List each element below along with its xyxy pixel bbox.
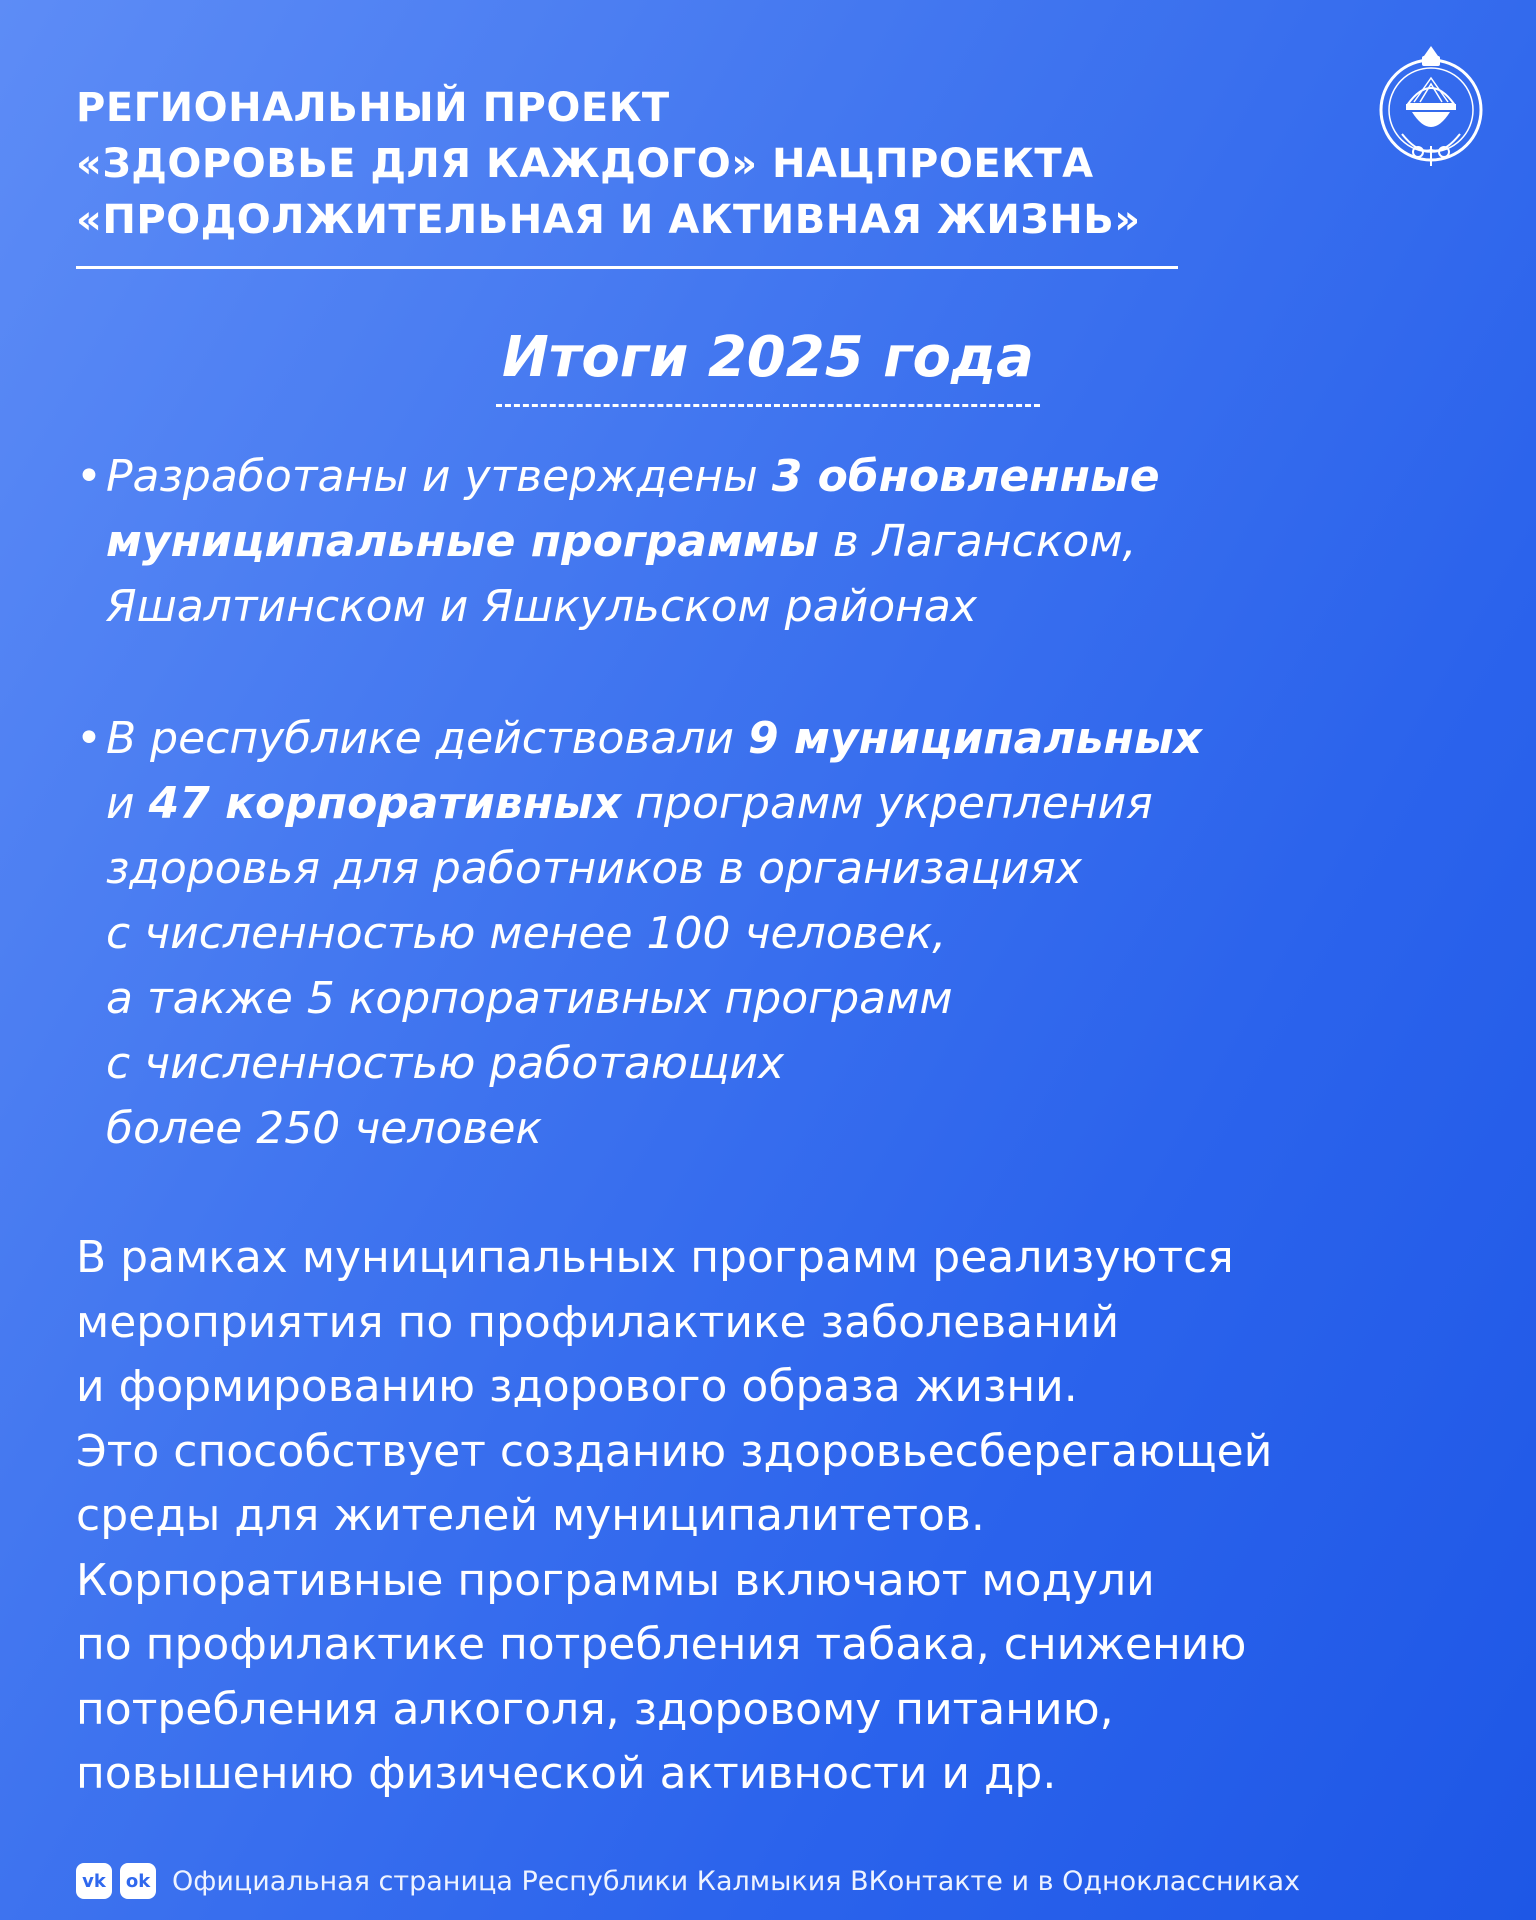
description-paragraph <box>76 1226 1496 1807</box>
footer-text: Официальная страница Республики Калмыкия ВКонтакте и в Одноклассниках <box>172 1865 1301 1897</box>
bullet-1-line-3: Яшалтинском и Яшкульском районах <box>106 581 977 632</box>
vk-icon[interactable]: vk <box>76 1863 112 1899</box>
bullet-1-line-2 <box>76 509 1476 574</box>
bullet-2-highlight-2: 47 корпоративных <box>148 778 622 829</box>
bullet-1-highlight: 3 обновленные <box>771 451 1160 502</box>
paragraph-line: потребления алкоголя, здоровому питанию, <box>76 1683 1114 1735</box>
bullet-2-line-5: а также 5 корпоративных программ <box>106 973 953 1024</box>
title-wrap <box>0 322 1536 407</box>
bullet-2-text-3: программ укрепления <box>621 778 1153 829</box>
bullet-item-2 <box>76 706 1476 1161</box>
bullet-2-line-3: здоровья для работников в организациях <box>106 843 1082 894</box>
bullet-marker: • <box>76 713 102 764</box>
header <box>76 80 1176 248</box>
paragraph-line: среды для жителей муниципалитетов. <box>76 1490 985 1541</box>
paragraph-line: и формированию здорового образа жизни. <box>76 1361 1078 1412</box>
paragraph-line: по профилактике потребления табака, снижению <box>76 1619 1247 1670</box>
bullet-2-text-2: и <box>106 778 149 829</box>
header-divider <box>76 266 1178 269</box>
bullet-2-line-7: более 250 человек <box>106 1103 542 1154</box>
bullet-item-1 <box>76 444 1476 639</box>
bullet-2-line-4: с численностью менее 100 человек, <box>106 908 947 959</box>
bullet-1-text: Разработаны и утверждены <box>106 451 772 502</box>
bullet-1-highlight-2: муниципальные программы <box>106 516 819 567</box>
paragraph-line: В рамках муниципальных программ реализуются <box>76 1232 1234 1283</box>
footer <box>76 1862 1300 1900</box>
paragraph-line: Корпоративные программы включают модули <box>76 1554 1155 1606</box>
paragraph-line: мероприятия по профилактике заболеваний <box>76 1296 1120 1348</box>
kalmykia-coat-of-arms-icon <box>1372 42 1490 172</box>
bullet-1-text-2: в Лаганском, <box>818 516 1137 567</box>
bullet-marker: • <box>76 451 102 502</box>
bullet-2-highlight: 9 муниципальных <box>748 713 1202 764</box>
header-line-3: «ПРОДОЛЖИТЕЛЬНАЯ И АКТИВНАЯ ЖИЗНЬ» <box>76 197 1141 243</box>
bullet-2-line-1 <box>76 706 1476 771</box>
header-line-2: «ЗДОРОВЬЕ ДЛЯ КАЖДОГО» НАЦПРОЕКТА <box>76 141 1094 187</box>
odnoklassniki-icon[interactable]: ok <box>120 1863 156 1899</box>
paragraph-line: повышению физической активности и др. <box>76 1748 1057 1799</box>
page-title: Итоги 2025 года <box>496 322 1040 407</box>
bullet-2-text: В республике действовали <box>106 713 749 764</box>
paragraph-line: Это способствует созданию здоровьесберегающей <box>76 1425 1273 1477</box>
header-line-1: РЕГИОНАЛЬНЫЙ ПРОЕКТ <box>76 85 670 131</box>
bullet-2-line-2 <box>76 771 1476 836</box>
bullet-1-line-1 <box>76 444 1476 509</box>
bullet-2-line-6: с численностью работающих <box>106 1038 785 1089</box>
